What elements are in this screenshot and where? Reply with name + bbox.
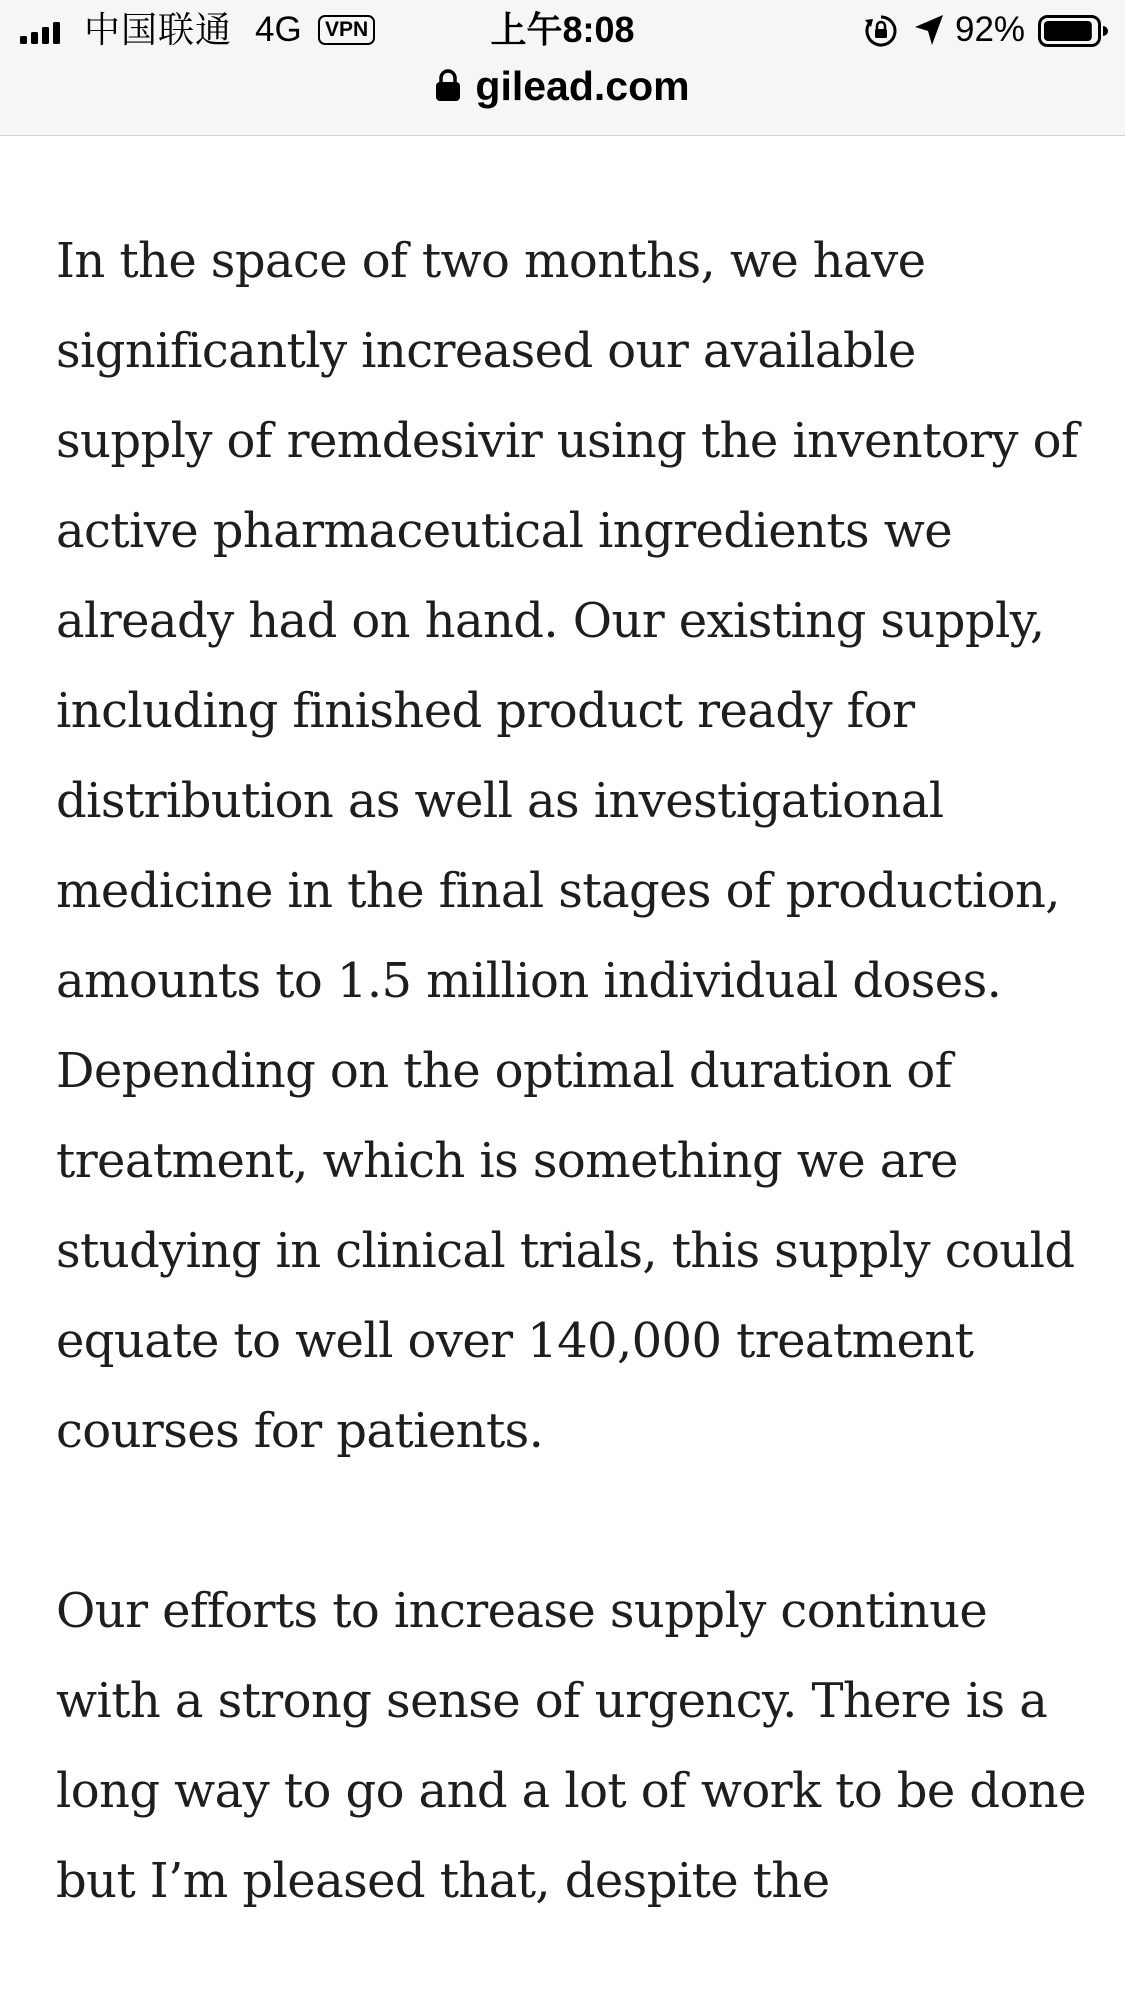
signal-bars-icon: [20, 22, 60, 44]
battery-percent: 92%: [955, 10, 1026, 49]
article-paragraph: Our efforts to increase supply continue with a strong sense of urgency. There is a long way to go and a lot of work to be done but I’m pleased that, despite the: [56, 1583, 1086, 1909]
status-time: 上午8:08: [490, 9, 635, 50]
rotation-lock-icon: [864, 14, 898, 48]
status-bar: [0, 0, 1125, 60]
browser-top-bar: [0, 0, 1125, 136]
battery-level-fill: [1044, 21, 1092, 41]
lock-icon: [435, 68, 461, 102]
article-paragraph: In the space of two months, we have significantly increased our available supply of remdesivir using the inventory of active pharmaceutical ingredients we already had on hand. Our existing supply, including finished product ready for distribution as well as investigational medicine in the final stages of production, amounts to 1.5 million individual doses. Depending on the optimal duration of treatment, which is something we are studying in clinical trials, this supply could equate to well over 140,000 treatment courses for patients.: [56, 233, 1079, 1459]
vpn-badge: VPN: [318, 15, 375, 45]
url-domain: gilead.com: [475, 63, 690, 109]
battery-icon: [1038, 15, 1108, 47]
address-bar[interactable]: [0, 58, 1125, 114]
network-type: 4G: [255, 10, 302, 49]
location-arrow-icon: [914, 14, 944, 46]
carrier-name: 中国联通: [84, 9, 233, 50]
article-body: [56, 216, 1086, 1926]
